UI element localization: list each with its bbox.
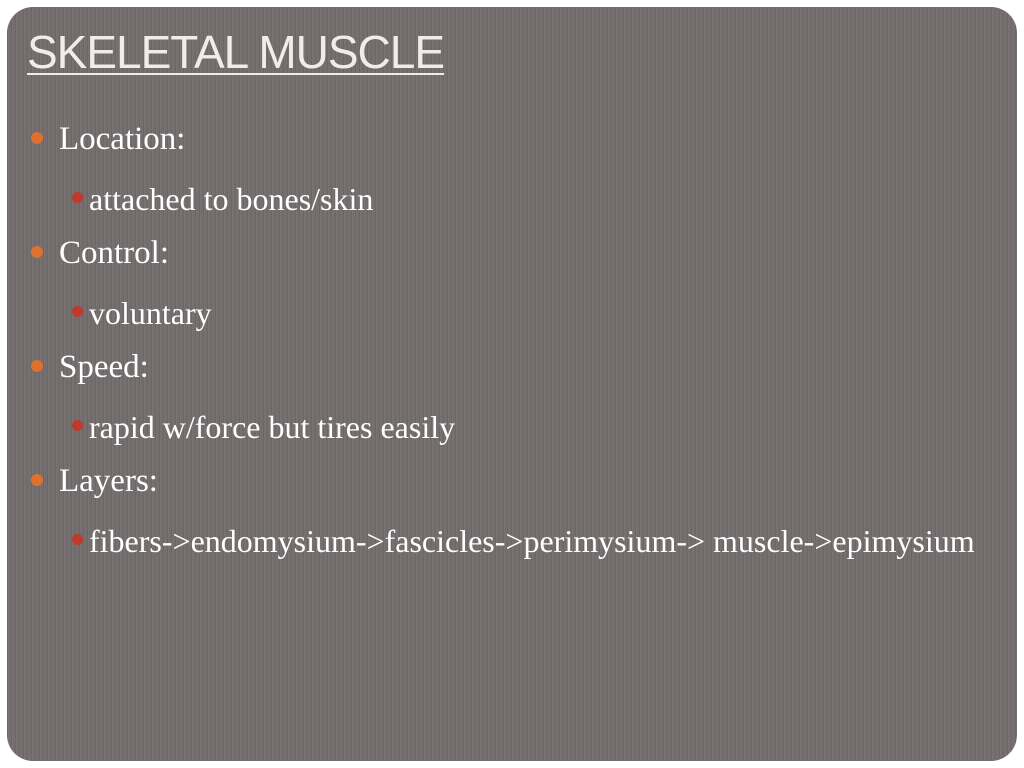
sub-bullet-icon <box>72 420 83 431</box>
sub-bullet-icon <box>72 306 83 317</box>
sub-bullet-text: voluntary <box>89 295 212 331</box>
bullet-icon <box>31 360 43 372</box>
bullet-icon <box>31 132 43 144</box>
bullet-text: Speed: <box>59 349 149 385</box>
bullet-item-control <box>27 233 977 273</box>
bullet-text: Control: <box>59 235 170 271</box>
sub-bullet-icon <box>72 534 83 545</box>
bullet-icon <box>31 474 43 486</box>
sub-bullet-text: rapid w/force but tires easily <box>89 409 456 445</box>
sub-bullet-item-control <box>27 290 977 337</box>
bullet-item-speed <box>27 347 977 387</box>
bullet-item-location <box>27 119 977 159</box>
sub-bullet-text: fibers->endomysium->fascicles->perimysium-> muscle->epimysium <box>89 523 975 559</box>
sub-bullet-item-speed <box>27 404 977 451</box>
sub-bullet-item-location <box>27 176 977 223</box>
bullet-item-layers <box>27 461 977 501</box>
slide-title: SKELETAL MUSCLE <box>27 26 445 78</box>
bullet-list <box>27 119 977 575</box>
sub-bullet-icon <box>72 192 83 203</box>
bullet-text: Location: <box>59 121 186 157</box>
bullet-text: Layers: <box>59 463 158 499</box>
sub-bullet-text: attached to bones/skin <box>89 181 374 217</box>
sub-bullet-item-layers <box>27 518 977 565</box>
bullet-icon <box>31 246 43 258</box>
slide <box>7 7 1017 761</box>
